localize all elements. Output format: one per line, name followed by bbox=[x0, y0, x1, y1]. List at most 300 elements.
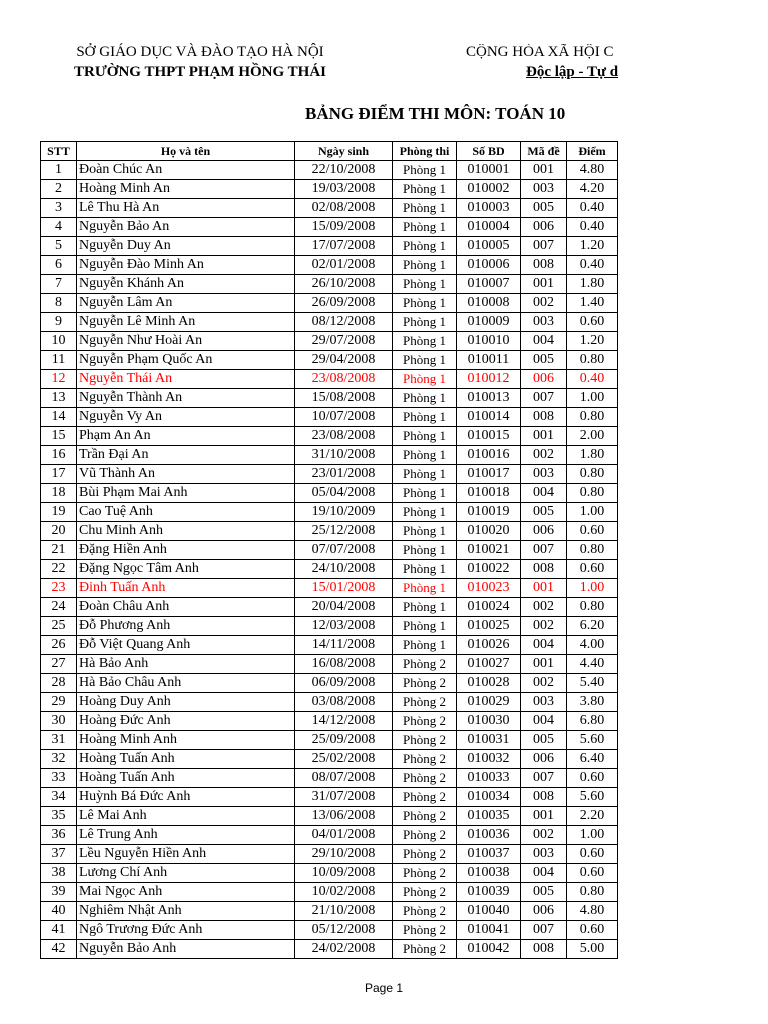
cell-stt: 36 bbox=[41, 826, 77, 845]
table-row bbox=[41, 617, 618, 636]
cell-dob: 15/08/2008 bbox=[295, 389, 393, 408]
cell-name: Hoàng Minh Anh bbox=[77, 731, 295, 750]
cell-score: 4.20 bbox=[567, 180, 618, 199]
cell-name: Đinh Tuấn Anh bbox=[77, 579, 295, 598]
cell-dob: 25/02/2008 bbox=[295, 750, 393, 769]
cell-name: Hoàng Minh An bbox=[77, 180, 295, 199]
cell-code: 007 bbox=[521, 921, 567, 940]
cell-room: Phòng 2 bbox=[393, 902, 457, 921]
cell-stt: 29 bbox=[41, 693, 77, 712]
table-row bbox=[41, 902, 618, 921]
cell-code: 007 bbox=[521, 541, 567, 560]
cell-dob: 14/11/2008 bbox=[295, 636, 393, 655]
table-row bbox=[41, 864, 618, 883]
cell-code: 003 bbox=[521, 313, 567, 332]
cell-name: Cao Tuệ Anh bbox=[77, 503, 295, 522]
cell-score: 0.40 bbox=[567, 199, 618, 218]
cell-sbd: 010013 bbox=[457, 389, 521, 408]
table-row bbox=[41, 769, 618, 788]
table-row bbox=[41, 883, 618, 902]
cell-sbd: 010035 bbox=[457, 807, 521, 826]
cell-stt: 7 bbox=[41, 275, 77, 294]
cell-score: 0.60 bbox=[567, 864, 618, 883]
table-row bbox=[41, 332, 618, 351]
cell-stt: 17 bbox=[41, 465, 77, 484]
cell-sbd: 010010 bbox=[457, 332, 521, 351]
cell-code: 001 bbox=[521, 427, 567, 446]
cell-stt: 1 bbox=[41, 161, 77, 180]
cell-dob: 24/02/2008 bbox=[295, 940, 393, 959]
cell-dob: 02/01/2008 bbox=[295, 256, 393, 275]
cell-score: 6.80 bbox=[567, 712, 618, 731]
cell-sbd: 010003 bbox=[457, 199, 521, 218]
cell-sbd: 010022 bbox=[457, 560, 521, 579]
cell-score: 0.40 bbox=[567, 256, 618, 275]
cell-stt: 19 bbox=[41, 503, 77, 522]
cell-name: Vũ Thành An bbox=[77, 465, 295, 484]
cell-stt: 13 bbox=[41, 389, 77, 408]
cell-score: 2.00 bbox=[567, 427, 618, 446]
cell-code: 006 bbox=[521, 522, 567, 541]
cell-stt: 31 bbox=[41, 731, 77, 750]
table-row bbox=[41, 180, 618, 199]
cell-name: Trần Đại An bbox=[77, 446, 295, 465]
cell-room: Phòng 1 bbox=[393, 275, 457, 294]
cell-code: 005 bbox=[521, 731, 567, 750]
cell-name: Nguyễn Bảo Anh bbox=[77, 940, 295, 959]
cell-code: 005 bbox=[521, 199, 567, 218]
table-row bbox=[41, 237, 618, 256]
cell-code: 004 bbox=[521, 864, 567, 883]
cell-score: 4.00 bbox=[567, 636, 618, 655]
table-row bbox=[41, 465, 618, 484]
table-row bbox=[41, 427, 618, 446]
cell-score: 4.80 bbox=[567, 902, 618, 921]
cell-stt: 6 bbox=[41, 256, 77, 275]
cell-dob: 17/07/2008 bbox=[295, 237, 393, 256]
cell-dob: 05/12/2008 bbox=[295, 921, 393, 940]
cell-stt: 25 bbox=[41, 617, 77, 636]
cell-dob: 02/08/2008 bbox=[295, 199, 393, 218]
cell-name: Hà Bảo Anh bbox=[77, 655, 295, 674]
cell-sbd: 010025 bbox=[457, 617, 521, 636]
cell-code: 007 bbox=[521, 389, 567, 408]
cell-score: 6.40 bbox=[567, 750, 618, 769]
cell-name: Nguyễn Phạm Quốc An bbox=[77, 351, 295, 370]
cell-dob: 19/03/2008 bbox=[295, 180, 393, 199]
cell-room: Phòng 2 bbox=[393, 883, 457, 902]
cell-sbd: 010018 bbox=[457, 484, 521, 503]
cell-stt: 39 bbox=[41, 883, 77, 902]
cell-stt: 21 bbox=[41, 541, 77, 560]
cell-room: Phòng 1 bbox=[393, 465, 457, 484]
cell-room: Phòng 1 bbox=[393, 161, 457, 180]
cell-score: 5.60 bbox=[567, 731, 618, 750]
cell-name: Phạm An An bbox=[77, 427, 295, 446]
cell-sbd: 010014 bbox=[457, 408, 521, 427]
cell-stt: 41 bbox=[41, 921, 77, 940]
cell-room: Phòng 2 bbox=[393, 788, 457, 807]
cell-name: Nguyễn Thái An bbox=[77, 370, 295, 389]
cell-dob: 15/09/2008 bbox=[295, 218, 393, 237]
cell-code: 002 bbox=[521, 598, 567, 617]
cell-stt: 22 bbox=[41, 560, 77, 579]
table-row bbox=[41, 503, 618, 522]
cell-room: Phòng 1 bbox=[393, 541, 457, 560]
cell-room: Phòng 1 bbox=[393, 313, 457, 332]
cell-dob: 23/01/2008 bbox=[295, 465, 393, 484]
cell-dob: 10/09/2008 bbox=[295, 864, 393, 883]
cell-room: Phòng 2 bbox=[393, 674, 457, 693]
cell-name: Chu Minh Anh bbox=[77, 522, 295, 541]
cell-name: Nguyễn Duy An bbox=[77, 237, 295, 256]
cell-room: Phòng 1 bbox=[393, 389, 457, 408]
cell-room: Phòng 2 bbox=[393, 731, 457, 750]
cell-score: 0.60 bbox=[567, 522, 618, 541]
cell-score: 3.80 bbox=[567, 693, 618, 712]
table-row bbox=[41, 218, 618, 237]
table-row bbox=[41, 693, 618, 712]
cell-code: 003 bbox=[521, 180, 567, 199]
cell-score: 1.40 bbox=[567, 294, 618, 313]
cell-stt: 42 bbox=[41, 940, 77, 959]
cell-stt: 16 bbox=[41, 446, 77, 465]
cell-code: 001 bbox=[521, 275, 567, 294]
cell-room: Phòng 2 bbox=[393, 712, 457, 731]
table-row bbox=[41, 541, 618, 560]
cell-score: 0.40 bbox=[567, 218, 618, 237]
cell-stt: 35 bbox=[41, 807, 77, 826]
cell-dob: 29/04/2008 bbox=[295, 351, 393, 370]
cell-name: Nguyễn Như Hoài An bbox=[77, 332, 295, 351]
cell-room: Phòng 1 bbox=[393, 617, 457, 636]
cell-score: 0.80 bbox=[567, 484, 618, 503]
table-row bbox=[41, 921, 618, 940]
cell-code: 002 bbox=[521, 826, 567, 845]
cell-code: 008 bbox=[521, 408, 567, 427]
table-row bbox=[41, 674, 618, 693]
school-name: TRƯỜNG THPT PHẠM HỒNG THÁI bbox=[74, 64, 326, 80]
cell-code: 002 bbox=[521, 617, 567, 636]
cell-room: Phòng 1 bbox=[393, 180, 457, 199]
cell-stt: 3 bbox=[41, 199, 77, 218]
cell-stt: 27 bbox=[41, 655, 77, 674]
cell-stt: 14 bbox=[41, 408, 77, 427]
cell-stt: 11 bbox=[41, 351, 77, 370]
cell-dob: 10/07/2008 bbox=[295, 408, 393, 427]
cell-score: 0.80 bbox=[567, 541, 618, 560]
cell-code: 004 bbox=[521, 484, 567, 503]
cell-stt: 33 bbox=[41, 769, 77, 788]
cell-score: 0.80 bbox=[567, 408, 618, 427]
table-row bbox=[41, 845, 618, 864]
table-row bbox=[41, 750, 618, 769]
col-header-dob: Ngày sinh bbox=[295, 142, 393, 161]
cell-name: Mai Ngọc Anh bbox=[77, 883, 295, 902]
cell-stt: 18 bbox=[41, 484, 77, 503]
table-row bbox=[41, 256, 618, 275]
cell-room: Phòng 1 bbox=[393, 256, 457, 275]
cell-dob: 23/08/2008 bbox=[295, 427, 393, 446]
cell-name: Đỗ Việt Quang Anh bbox=[77, 636, 295, 655]
page-title: BẢNG ĐIỂM THI MÔN: TOÁN 10 bbox=[305, 104, 566, 123]
cell-code: 001 bbox=[521, 655, 567, 674]
cell-room: Phòng 1 bbox=[393, 636, 457, 655]
cell-dob: 16/08/2008 bbox=[295, 655, 393, 674]
cell-room: Phòng 2 bbox=[393, 845, 457, 864]
cell-dob: 24/10/2008 bbox=[295, 560, 393, 579]
cell-code: 003 bbox=[521, 693, 567, 712]
cell-name: Đặng Ngọc Tâm Anh bbox=[77, 560, 295, 579]
cell-sbd: 010042 bbox=[457, 940, 521, 959]
cell-name: Đoàn Châu Anh bbox=[77, 598, 295, 617]
cell-code: 005 bbox=[521, 351, 567, 370]
cell-name: Ngô Trương Đức Anh bbox=[77, 921, 295, 940]
cell-score: 5.00 bbox=[567, 940, 618, 959]
cell-dob: 25/09/2008 bbox=[295, 731, 393, 750]
page-number: Page 1 bbox=[364, 981, 404, 995]
cell-name: Đỗ Phương Anh bbox=[77, 617, 295, 636]
cell-room: Phòng 1 bbox=[393, 408, 457, 427]
cell-dob: 06/09/2008 bbox=[295, 674, 393, 693]
table-row bbox=[41, 826, 618, 845]
cell-name: Nguyễn Đào Minh An bbox=[77, 256, 295, 275]
cell-name: Nguyễn Khánh An bbox=[77, 275, 295, 294]
cell-stt: 34 bbox=[41, 788, 77, 807]
cell-name: Đoàn Chúc An bbox=[77, 161, 295, 180]
cell-score: 4.80 bbox=[567, 161, 618, 180]
cell-sbd: 010030 bbox=[457, 712, 521, 731]
cell-code: 001 bbox=[521, 161, 567, 180]
table-row bbox=[41, 940, 618, 959]
cell-code: 003 bbox=[521, 465, 567, 484]
cell-dob: 29/10/2008 bbox=[295, 845, 393, 864]
cell-name: Nguyễn Lê Minh An bbox=[77, 313, 295, 332]
cell-room: Phòng 1 bbox=[393, 237, 457, 256]
cell-stt: 30 bbox=[41, 712, 77, 731]
table-row bbox=[41, 446, 618, 465]
cell-score: 1.00 bbox=[567, 389, 618, 408]
cell-name: Hoàng Duy Anh bbox=[77, 693, 295, 712]
cell-stt: 20 bbox=[41, 522, 77, 541]
cell-sbd: 010020 bbox=[457, 522, 521, 541]
cell-score: 2.20 bbox=[567, 807, 618, 826]
cell-code: 003 bbox=[521, 845, 567, 864]
cell-sbd: 010021 bbox=[457, 541, 521, 560]
cell-sbd: 010012 bbox=[457, 370, 521, 389]
cell-stt: 2 bbox=[41, 180, 77, 199]
cell-stt: 26 bbox=[41, 636, 77, 655]
cell-code: 008 bbox=[521, 256, 567, 275]
cell-sbd: 010031 bbox=[457, 731, 521, 750]
cell-sbd: 010038 bbox=[457, 864, 521, 883]
cell-stt: 15 bbox=[41, 427, 77, 446]
cell-code: 001 bbox=[521, 579, 567, 598]
table-row bbox=[41, 389, 618, 408]
cell-sbd: 010017 bbox=[457, 465, 521, 484]
cell-name: Nghiêm Nhật Anh bbox=[77, 902, 295, 921]
cell-code: 006 bbox=[521, 750, 567, 769]
cell-room: Phòng 2 bbox=[393, 921, 457, 940]
table-row bbox=[41, 199, 618, 218]
cell-dob: 31/07/2008 bbox=[295, 788, 393, 807]
cell-room: Phòng 2 bbox=[393, 940, 457, 959]
cell-code: 007 bbox=[521, 769, 567, 788]
table-row bbox=[41, 161, 618, 180]
cell-dob: 03/08/2008 bbox=[295, 693, 393, 712]
col-header-code: Mã đề bbox=[521, 142, 567, 161]
cell-code: 004 bbox=[521, 712, 567, 731]
cell-dob: 12/03/2008 bbox=[295, 617, 393, 636]
cell-dob: 25/12/2008 bbox=[295, 522, 393, 541]
cell-score: 1.20 bbox=[567, 332, 618, 351]
cell-score: 1.00 bbox=[567, 503, 618, 522]
cell-name: Nguyễn Vy An bbox=[77, 408, 295, 427]
cell-sbd: 010033 bbox=[457, 769, 521, 788]
republic-heading: CỘNG HÒA XÃ HỘI C bbox=[466, 44, 614, 60]
cell-name: Lương Chí Anh bbox=[77, 864, 295, 883]
cell-sbd: 010015 bbox=[457, 427, 521, 446]
cell-dob: 14/12/2008 bbox=[295, 712, 393, 731]
cell-sbd: 010028 bbox=[457, 674, 521, 693]
cell-sbd: 010036 bbox=[457, 826, 521, 845]
cell-score: 0.80 bbox=[567, 351, 618, 370]
col-header-name: Họ và tên bbox=[77, 142, 295, 161]
table-row bbox=[41, 712, 618, 731]
cell-room: Phòng 1 bbox=[393, 218, 457, 237]
table-header-row bbox=[41, 142, 618, 161]
cell-stt: 8 bbox=[41, 294, 77, 313]
col-header-room: Phòng thi bbox=[393, 142, 457, 161]
cell-dob: 08/07/2008 bbox=[295, 769, 393, 788]
cell-room: Phòng 2 bbox=[393, 826, 457, 845]
cell-stt: 24 bbox=[41, 598, 77, 617]
cell-code: 008 bbox=[521, 940, 567, 959]
cell-score: 1.80 bbox=[567, 446, 618, 465]
cell-sbd: 010039 bbox=[457, 883, 521, 902]
cell-stt: 23 bbox=[41, 579, 77, 598]
cell-code: 002 bbox=[521, 294, 567, 313]
grades-table bbox=[40, 141, 618, 959]
cell-room: Phòng 1 bbox=[393, 598, 457, 617]
cell-room: Phòng 1 bbox=[393, 446, 457, 465]
cell-name: Hoàng Đức Anh bbox=[77, 712, 295, 731]
col-header-sbd: Số BD bbox=[457, 142, 521, 161]
table-row bbox=[41, 655, 618, 674]
cell-dob: 08/12/2008 bbox=[295, 313, 393, 332]
cell-sbd: 010016 bbox=[457, 446, 521, 465]
cell-dob: 26/09/2008 bbox=[295, 294, 393, 313]
cell-sbd: 010011 bbox=[457, 351, 521, 370]
cell-code: 005 bbox=[521, 503, 567, 522]
cell-dob: 26/10/2008 bbox=[295, 275, 393, 294]
cell-score: 1.20 bbox=[567, 237, 618, 256]
cell-stt: 9 bbox=[41, 313, 77, 332]
cell-room: Phòng 2 bbox=[393, 655, 457, 674]
cell-name: Lê Trung Anh bbox=[77, 826, 295, 845]
cell-dob: 19/10/2009 bbox=[295, 503, 393, 522]
cell-code: 006 bbox=[521, 370, 567, 389]
cell-room: Phòng 1 bbox=[393, 351, 457, 370]
cell-sbd: 010037 bbox=[457, 845, 521, 864]
cell-sbd: 010034 bbox=[457, 788, 521, 807]
cell-score: 5.40 bbox=[567, 674, 618, 693]
cell-sbd: 010041 bbox=[457, 921, 521, 940]
col-header-stt: STT bbox=[41, 142, 77, 161]
cell-code: 004 bbox=[521, 332, 567, 351]
department-name: SỞ GIÁO DỤC VÀ ĐÀO TẠO HÀ NỘI bbox=[76, 44, 324, 60]
cell-score: 0.60 bbox=[567, 845, 618, 864]
cell-score: 1.00 bbox=[567, 579, 618, 598]
table-body bbox=[41, 161, 618, 959]
cell-stt: 5 bbox=[41, 237, 77, 256]
cell-score: 0.80 bbox=[567, 598, 618, 617]
cell-code: 002 bbox=[521, 674, 567, 693]
cell-sbd: 010040 bbox=[457, 902, 521, 921]
cell-room: Phòng 1 bbox=[393, 294, 457, 313]
cell-code: 004 bbox=[521, 636, 567, 655]
cell-name: Lều Nguyễn Hiền Anh bbox=[77, 845, 295, 864]
cell-score: 0.60 bbox=[567, 560, 618, 579]
cell-code: 002 bbox=[521, 446, 567, 465]
cell-sbd: 010009 bbox=[457, 313, 521, 332]
cell-sbd: 010032 bbox=[457, 750, 521, 769]
cell-score: 0.80 bbox=[567, 465, 618, 484]
cell-code: 006 bbox=[521, 902, 567, 921]
cell-score: 0.60 bbox=[567, 921, 618, 940]
cell-score: 5.60 bbox=[567, 788, 618, 807]
cell-name: Bùi Phạm Mai Anh bbox=[77, 484, 295, 503]
cell-room: Phòng 2 bbox=[393, 864, 457, 883]
cell-room: Phòng 2 bbox=[393, 769, 457, 788]
table-row bbox=[41, 294, 618, 313]
cell-code: 006 bbox=[521, 218, 567, 237]
cell-stt: 38 bbox=[41, 864, 77, 883]
cell-score: 4.40 bbox=[567, 655, 618, 674]
cell-room: Phòng 2 bbox=[393, 693, 457, 712]
cell-room: Phòng 1 bbox=[393, 522, 457, 541]
table-row bbox=[41, 313, 618, 332]
cell-score: 6.20 bbox=[567, 617, 618, 636]
cell-dob: 31/10/2008 bbox=[295, 446, 393, 465]
cell-score: 1.00 bbox=[567, 826, 618, 845]
cell-dob: 23/08/2008 bbox=[295, 370, 393, 389]
cell-code: 008 bbox=[521, 560, 567, 579]
cell-dob: 15/01/2008 bbox=[295, 579, 393, 598]
table-row bbox=[41, 484, 618, 503]
cell-code: 001 bbox=[521, 807, 567, 826]
cell-dob: 13/06/2008 bbox=[295, 807, 393, 826]
cell-name: Hoàng Tuấn Anh bbox=[77, 750, 295, 769]
cell-code: 005 bbox=[521, 883, 567, 902]
cell-stt: 32 bbox=[41, 750, 77, 769]
cell-room: Phòng 1 bbox=[393, 503, 457, 522]
cell-name: Nguyễn Lâm An bbox=[77, 294, 295, 313]
cell-code: 007 bbox=[521, 237, 567, 256]
cell-sbd: 010027 bbox=[457, 655, 521, 674]
national-motto: Độc lập - Tự d bbox=[526, 64, 618, 80]
cell-name: Đặng Hiền Anh bbox=[77, 541, 295, 560]
cell-room: Phòng 1 bbox=[393, 560, 457, 579]
cell-sbd: 010026 bbox=[457, 636, 521, 655]
cell-dob: 20/04/2008 bbox=[295, 598, 393, 617]
table-row bbox=[41, 807, 618, 826]
cell-room: Phòng 1 bbox=[393, 427, 457, 446]
table-row bbox=[41, 275, 618, 294]
cell-sbd: 010023 bbox=[457, 579, 521, 598]
cell-stt: 28 bbox=[41, 674, 77, 693]
cell-sbd: 010002 bbox=[457, 180, 521, 199]
